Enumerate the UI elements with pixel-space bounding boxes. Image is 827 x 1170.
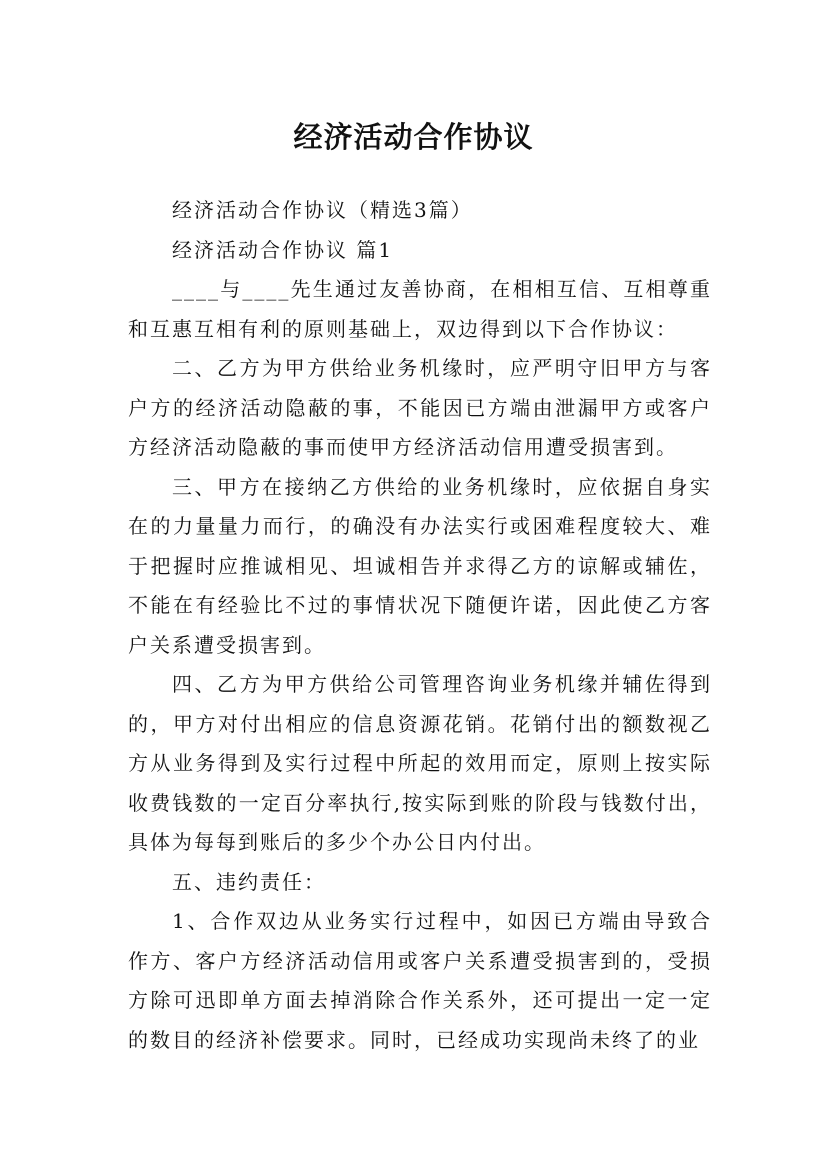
body-paragraph: 1、合作双边从业务实行过程中，如因已方端由导致合作方、客户方经济活动信用或客户关系遭受损害到的，受损方除可迅即单方面去掉消除合作关系外，还可提出一定一定的数目的经济补偿要求。同时，已经成功实现尚未终了的业	[128, 909, 712, 1052]
subtitle-paragraph: 经济活动合作协议（精选3篇）	[172, 198, 473, 222]
section-heading: 经济活动合作协议 篇1	[172, 237, 394, 262]
body-paragraph: 四、乙方为甲方供给公司管理咨询业务机缘并辅佐得到的，甲方对付出相应的信息资源花销。花销付出的额数视乙方从业务得到及实行过程中所起的效用而定，原则上按实际收费钱数的一定百分率执行,按实际到账的阶段与钱数付出，具体为每每到账后的多少个办公日内付出。	[128, 672, 712, 854]
document-title: 经济活动合作协议	[293, 120, 534, 155]
body-paragraph: 三、甲方在接纳乙方供给的业务机缘时，应依据自身实在的力量量力而行，的确没有办法实行或困难程度较大、难于把握时应推诚相见、坦诚相告并求得乙方的谅解或辅佐，不能在有经验比不过的事情状况下随便许诺，因此使乙方客户关系遭受损害到。	[128, 474, 712, 657]
body-paragraph: ____与____先生通过友善协商，在相相互信、互相尊重和互惠互相有利的原则基础上，双边得到以下合作协议：	[128, 277, 712, 341]
clause-heading: 五、违约责任：	[172, 869, 326, 894]
document-body	[128, 191, 712, 1060]
body-paragraph: 二、乙方为甲方供给业务机缘时，应严明守旧甲方与客户方的经济活动隐蔽的事，不能因已方端由泄漏甲方或客户方经济活动隐蔽的事而使甲方经济活动信用遭受损害到。	[128, 356, 712, 459]
